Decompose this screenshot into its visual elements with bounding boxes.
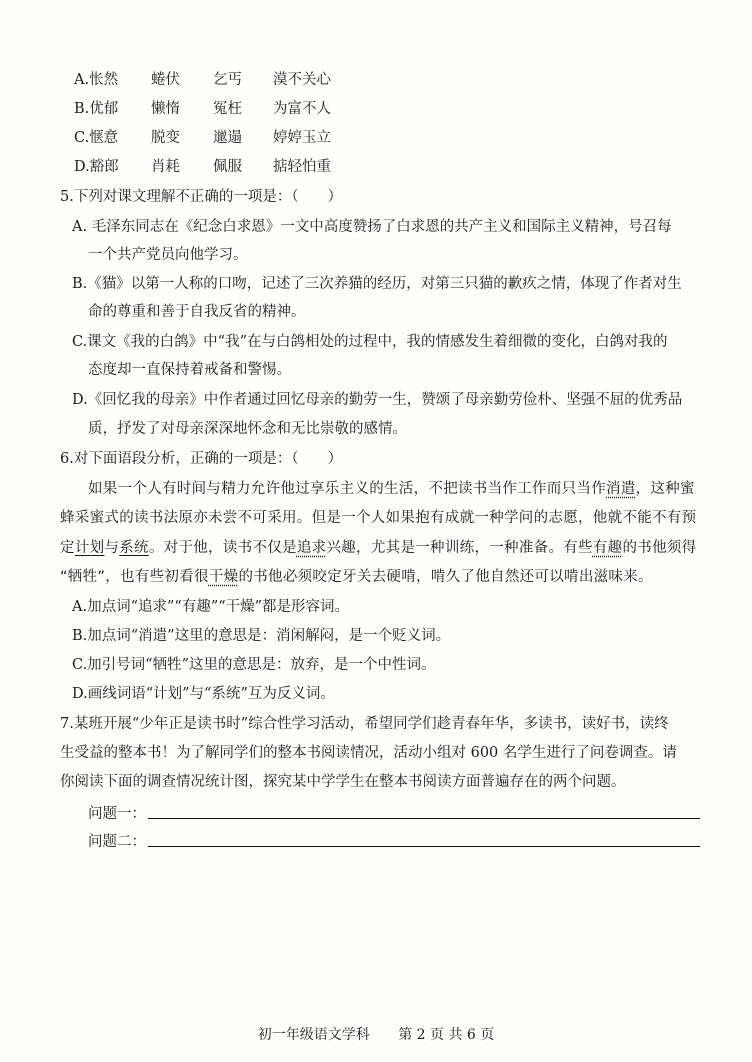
passage-line-2: 蜂采蜜式的读书法原亦未尝不可采用。但是一个人如果抱有成就一种学问的志愿，他就不能不有预 xyxy=(60,510,697,526)
question-6-stem: 6.对下面语段分析，正确的一项是：（ ） xyxy=(60,451,343,467)
q6-option-d: D.画线词语“计划”与“系统”互为反义词。 xyxy=(72,686,335,702)
option-a-words-1: A.怅然 xyxy=(74,72,119,88)
option-c-word-4: 婷婷玉立 xyxy=(273,130,331,146)
option-c-word-3: 邋遢 xyxy=(213,130,242,146)
q5-option-d-line2: 质，抒发了对母亲深深地怀念和无比崇敬的感情。 xyxy=(88,421,407,437)
option-a-word-3: 乞丐 xyxy=(213,72,242,88)
option-row-c xyxy=(74,128,331,148)
q5-option-a-line1: A. 毛泽东同志在《纪念白求恩》一文中高度赞扬了白求恩的共产主义和国际主义精神，号召每 xyxy=(72,219,672,235)
option-row-a xyxy=(74,70,331,90)
question-7-line2: 生受益的整本书！为了解同学们的整本书阅读情况，活动小组对 600 名学生进行了问卷调查。请 xyxy=(60,745,677,761)
problem-2-label: 问题二： xyxy=(88,834,146,850)
question-7-line1: 7.某班开展“少年正是读书时”综合性学习活动，希望同学们趁青春年华，多读书，读好书，读终 xyxy=(60,716,669,732)
option-d-words-1: D.豁郎 xyxy=(74,159,119,175)
option-c-word-2: 脱变 xyxy=(151,130,180,146)
problem-1-label: 问题一： xyxy=(88,806,146,822)
passage-line-1: 如果一个人有时间与精力允许他过享乐主义的生活，不把读书当作工作而只当作消遣，这种蜜 xyxy=(88,481,695,497)
q5-option-c-line2: 态度却一直保持着戒备和警惕。 xyxy=(88,362,291,378)
q5-option-b-line1: B.《猫》以第一人称的口吻，记述了三次养猫的经历，对第三只猫的歉疚之情，体现了作者对生 xyxy=(72,276,682,292)
dotted-word-youqu: 有趣 xyxy=(592,540,623,556)
underlined-word-jihua: 计划 xyxy=(74,540,105,556)
option-a-word-4: 漠不关心 xyxy=(273,72,331,88)
option-d-word-4: 掂轻怕重 xyxy=(273,159,331,175)
q5-option-d-line1: D.《回忆我的母亲》中作者通过回忆母亲的勤劳一生，赞颂了母亲勤劳俭朴、坚强不屈的优秀品 xyxy=(72,392,683,408)
option-b-word-2: 懒惰 xyxy=(151,101,180,117)
passage-line-3: 定计划与系统。对于他，读书不仅是追求兴趣，尤其是一种训练，一种准备。有些有趣的书他须得 xyxy=(60,540,697,556)
q5-option-c-line1: C.课文《我的白鸽》中“我”在与白鸽相处的过程中，我的情感发生着细微的变化，白鸽对我的 xyxy=(72,334,668,350)
q5-option-a-line2: 一个共产党员向他学习。 xyxy=(88,247,248,263)
q6-option-c: C.加引号词“牺牲”这里的意思是：放弃，是一个中性词。 xyxy=(72,657,436,673)
option-b-words-1: B.优郁 xyxy=(74,101,119,117)
question-7-line3: 你阅读下面的调查情况统计图，探究某中学学生在整本书阅读方面普遍存在的两个问题。 xyxy=(60,774,626,790)
problem-2-answer-line[interactable] xyxy=(148,846,700,847)
problem-1-answer-line[interactable] xyxy=(148,818,700,819)
q6-option-a: A.加点词“追求”“有趣”“干燥”都是形容词。 xyxy=(72,599,350,615)
option-row-b xyxy=(74,99,331,119)
question-5-stem: 5.下列对课文理解不正确的一项是：（ ） xyxy=(60,189,343,205)
dotted-word-zhuiqiu: 追求 xyxy=(296,540,327,556)
option-row-d xyxy=(74,157,331,177)
dotted-word-ganzao: 干燥 xyxy=(208,569,239,585)
option-d-word-3: 佩服 xyxy=(213,159,242,175)
option-c-words-1: C.惬意 xyxy=(74,130,119,146)
footer-page-number: 第 2 页 共 6 页 xyxy=(398,1027,495,1043)
passage-line-4: “牺牲”，也有些初看很干燥的书他必须咬定牙关去硬啃，啃久了他自然还可以啃出滋味来。 xyxy=(60,569,653,585)
dotted-word-xiaoqian: 消遣 xyxy=(606,481,636,497)
option-b-word-3: 冤枉 xyxy=(213,101,242,117)
underlined-word-xitong: 系统 xyxy=(119,540,149,556)
q6-option-b: B.加点词“消遣”这里的意思是：消闲解闷，是一个贬义词。 xyxy=(72,628,451,644)
footer-subject: 初一年级语文学科 xyxy=(257,1027,370,1043)
q5-option-b-line2: 命的尊重和善于自我反省的精神。 xyxy=(88,304,306,320)
option-d-word-2: 肖耗 xyxy=(151,159,180,175)
option-b-word-4: 为富不人 xyxy=(273,101,331,117)
option-a-word-2: 蜷伏 xyxy=(151,72,180,88)
page-footer xyxy=(0,1024,752,1044)
